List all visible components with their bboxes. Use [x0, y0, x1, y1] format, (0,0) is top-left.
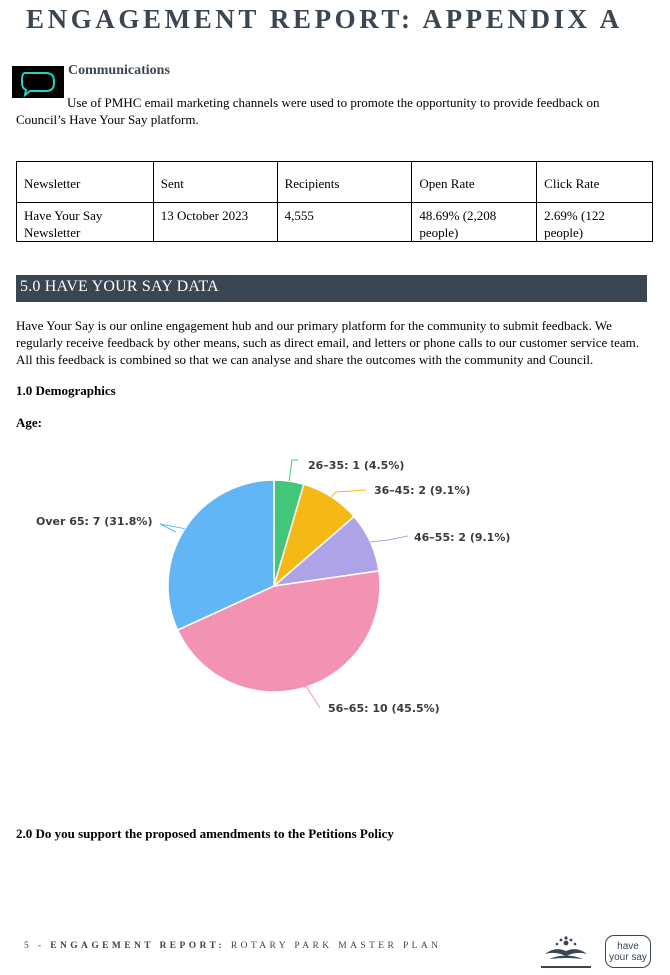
pie-data-label: 26–35: 1 (4.5%)	[308, 459, 405, 472]
table-header-cell: Newsletter	[17, 162, 154, 203]
footer-text	[24, 941, 441, 951]
footer-subtitle: ROTARY PARK MASTER PLAN	[225, 941, 442, 951]
footer-report: ENGAGEMENT REPORT:	[50, 941, 226, 951]
table-row	[17, 203, 653, 242]
pie-leader-line	[160, 524, 185, 532]
table-cell: 13 October 2023	[153, 203, 277, 242]
question-2-heading: 2.0 Do you support the proposed amendments to the Petitions Policy	[16, 826, 394, 841]
pie-data-label: Over 65: 7 (31.8%)	[36, 515, 153, 528]
have-your-say-text: Have Your Say is our online engagement hub and our primary platform for the community to submit feedback. We regularly receive feedback by other means, such as direct email, and letters or phone calls to our customer service team. All this feedback is combined so that we can analyse and share the outcomes with the community and Council.	[16, 318, 640, 367]
table-header-cell: Sent	[153, 162, 277, 203]
age-pie-chart	[0, 440, 670, 730]
pie-leader-line	[331, 490, 366, 497]
table-header-cell: Open Rate	[412, 162, 537, 203]
table-header-cell: Recipients	[277, 162, 412, 203]
section-title: 5.0 HAVE YOUR SAY DATA	[20, 278, 219, 295]
table-header-row	[17, 162, 653, 203]
logo-line: have	[617, 941, 639, 952]
table-header-cell: Click Rate	[537, 162, 653, 203]
logo-line: your say	[609, 952, 647, 963]
table-cell: 4,555	[277, 203, 412, 242]
pie-leader-line	[304, 686, 320, 708]
table-cell: Have Your Say Newsletter	[17, 203, 154, 242]
page-title: ENGAGEMENT REPORT: APPENDIX A	[26, 4, 623, 34]
table-cell: 48.69% (2,208 people)	[412, 203, 537, 242]
demographics-heading: 1.0 Demographics	[16, 383, 116, 398]
port-macquarie-hastings-logo	[537, 932, 595, 970]
newsletter-table	[16, 161, 653, 242]
pie-leader-line	[370, 536, 408, 542]
communications-text: Use of PMHC email marketing channels were used to promote the opportunity to provide feedback on Council’s Have Your Say platform.	[16, 95, 600, 127]
age-heading: Age:	[16, 415, 42, 430]
pie-data-label: 46–55: 2 (9.1%)	[414, 531, 511, 544]
pie-leader-line	[289, 460, 298, 481]
pie-data-label: 36–45: 2 (9.1%)	[374, 484, 471, 497]
communications-heading: Communications	[68, 63, 170, 78]
section-header-bar	[16, 275, 647, 302]
table-cell: 2.69% (122 people)	[537, 203, 653, 242]
pie-data-label: 56–65: 10 (45.5%)	[328, 702, 440, 715]
footer-page: 5 -	[24, 941, 51, 951]
have-your-say-logo	[605, 935, 651, 968]
